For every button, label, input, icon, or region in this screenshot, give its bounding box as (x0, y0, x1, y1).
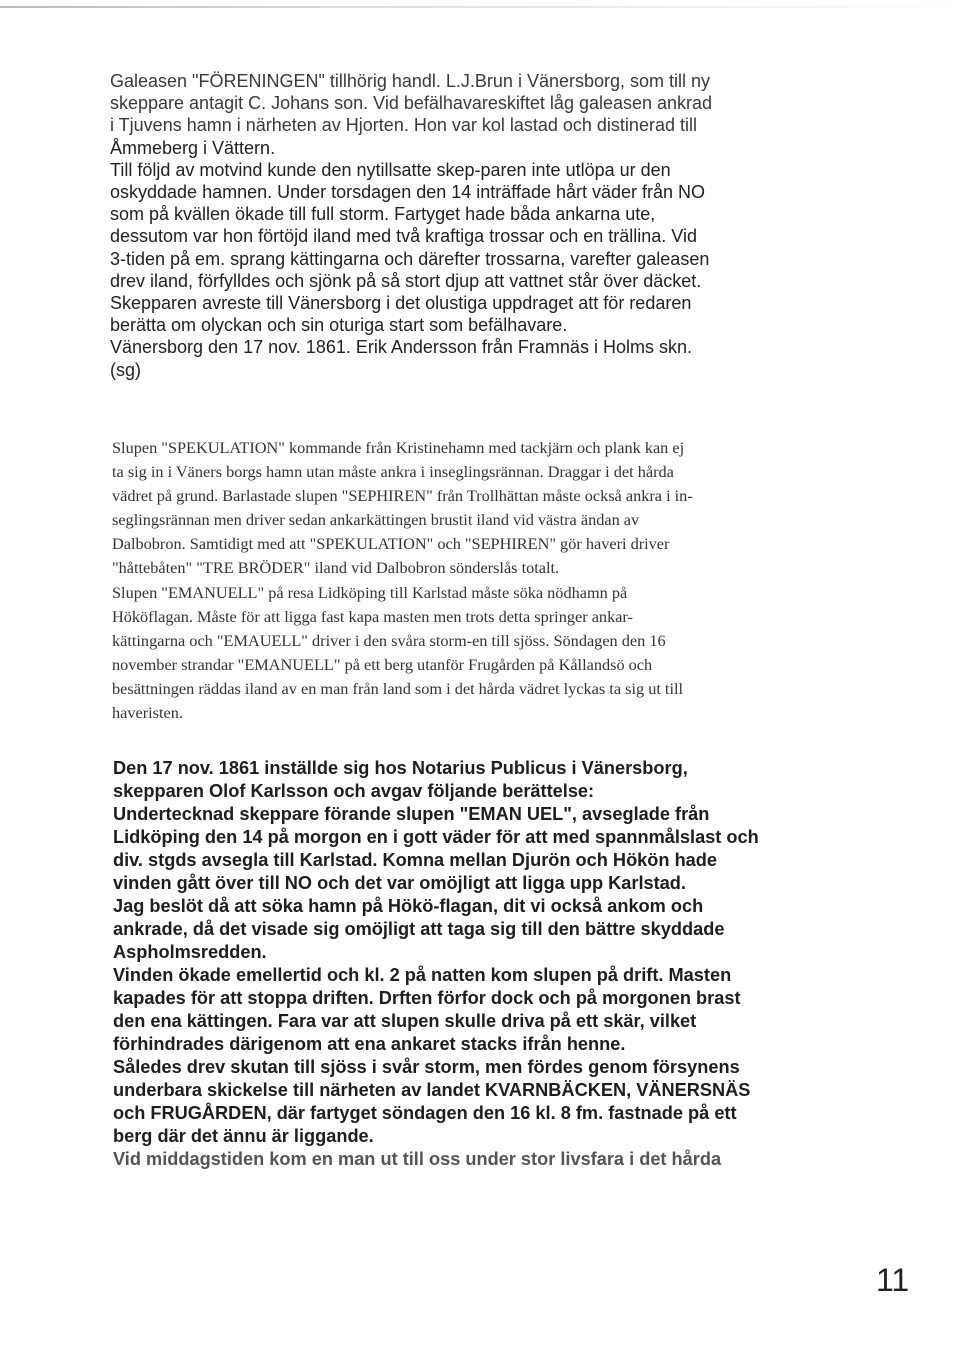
text-line: Skepparen avreste till Vänersborg i det olustiga uppdraget att för redaren (110, 293, 692, 314)
text-line: den ena kättingen. Fara var att slupen skulle driva på ett skär, vilket (113, 1011, 697, 1031)
text-line: Undertecknad skeppare förande slupen "EMAN UEL", avseglade från (113, 804, 710, 824)
text-line: Vinden ökade emellertid och kl. 2 på natten kom slupen på drift. Masten (113, 965, 732, 985)
text-line: Till följd av motvind kunde den nytillsatte skep-paren inte utlöpa ur den (110, 159, 671, 180)
text-line: underbara skickelse till närheten av landet KVARNBÄCKEN, VÄNERSNÄS (113, 1080, 751, 1100)
text-line: berg där det ännu är liggande. (113, 1126, 374, 1146)
text-line: november strandar "EMANUELL" på ett berg utanför Frugården på Kållandsö och (112, 654, 653, 674)
text-line: Hököflagan. Måste för att ligga fast kapa masten men trots detta springer ankar- (112, 606, 633, 626)
text-line: haveristen. (112, 703, 183, 723)
section-emanuel-testimony (113, 757, 853, 1171)
section-foreningen (110, 70, 850, 381)
text-line: Aspholmsredden. (113, 942, 267, 962)
section-spekulation (112, 436, 852, 725)
text-line: i Tjuvens hamn i närheten av Hjorten. Hon var kol lastad och distinerad till (110, 115, 697, 136)
text-line: Således drev skutan till sjöss i svår storm, men fördes genom försynens (113, 1057, 740, 1077)
text-line: kättingarna och "EMAUELL" driver i den svåra storm-en till sjöss. Söndagen den 16 (112, 630, 666, 650)
text-line: drev iland, förfylldes och sjönk på så stort djup att vattnet står över däcket. (110, 270, 702, 291)
text-line: Den 17 nov. 1861 inställde sig hos Notarius Publicus i Vänersborg, (113, 758, 688, 778)
text-line: Dalbobron. Samtidigt med att "SPEKULATION" och "SEPHIREN" gör haveri driver (112, 534, 670, 554)
text-line: besättningen räddas iland av en man från land som i det hårda vädret lyckas ta sig ut till (112, 678, 684, 698)
text-line: ankrade, då det visade sig omöjligt att taga sig till den bättre skyddade (113, 919, 725, 939)
text-line: Vid middagstiden kom en man ut till oss under stor livsfara i det hårda (113, 1149, 722, 1169)
text-line: Åmmeberg i Vättern. (110, 137, 276, 158)
text-line: seglingsrännan men driver sedan ankarkättingen brustit iland vid västra ändan av (112, 510, 640, 530)
scan-edge-line (0, 6, 960, 8)
text-line: kapades för att stoppa driften. Drften förfor dock och på morgonen brast (113, 988, 741, 1008)
text-line: 3-tiden på em. sprang kättingarna och därefter trossarna, varefter galeasen (110, 248, 710, 269)
text-line: skeppare antagit C. Johans son. Vid befälhavareskiftet låg galeasen ankrad (110, 93, 713, 114)
text-line: förhindrades därigenom att ena ankaret stacks ifrån henne. (113, 1034, 626, 1054)
text-line: Slupen "SPEKULATION" kommande från Kristinehamn med tackjärn och plank kan ej (112, 438, 685, 457)
text-line: "håttebåten" "TRE BRÖDER" iland vid Dalbobron sönderslås totalt. (112, 558, 560, 578)
text-line: berätta om olyckan och sin oturiga start som befälhavare. (110, 315, 568, 336)
text-line: Slupen "EMANUELL" på resa Lidköping till Karlstad måste söka nödhamn på (112, 582, 628, 602)
text-line: som på kvällen ökade till full storm. Fartyget hade båda ankarna ute, (110, 204, 656, 225)
text-line: Jag beslöt då att söka hamn på Hökö-flagan, dit vi också ankom och (113, 896, 704, 916)
page-number: 11 (876, 1262, 910, 1298)
text-line: Galeasen "FÖRENINGEN" tillhörig handl. L.J.Brun i Vänersborg, som till ny (110, 71, 711, 91)
text-line: skepparen Olof Karlsson och avgav följande berättelse: (113, 781, 595, 801)
text-line: dessutom var hon förtöjd iland med två kraftiga trossar och en trällina. Vid (110, 226, 697, 247)
text-line: oskyddade hamnen. Under torsdagen den 14 inträffade hårt väder från NO (110, 182, 706, 203)
text-line: vädret på grund. Barlastade slupen "SEPHIREN" från Trollhättan måste också ankra i in- (112, 486, 693, 506)
text-line: div. stgds avsegla till Karlstad. Komna mellan Djurön och Hökön hade (113, 850, 718, 870)
text-line: (sg) (110, 359, 141, 380)
text-line: och FRUGÅRDEN, där fartyget söndagen den 16 kl. 8 fm. fastnade på ett (113, 1103, 737, 1123)
text-line: ta sig in i Väners borgs hamn utan måste ankra i inseglingsrännan. Draggar i det hårda (112, 462, 674, 482)
text-line: Vänersborg den 17 nov. 1861. Erik Andersson från Framnäs i Holms skn. (110, 337, 692, 358)
text-line: vinden gått över till NO och det var omöjligt att ligga upp Karlstad. (113, 873, 686, 893)
text-line: Lidköping den 14 på morgon en i gott väder för att med spannmålslast och (113, 827, 759, 847)
